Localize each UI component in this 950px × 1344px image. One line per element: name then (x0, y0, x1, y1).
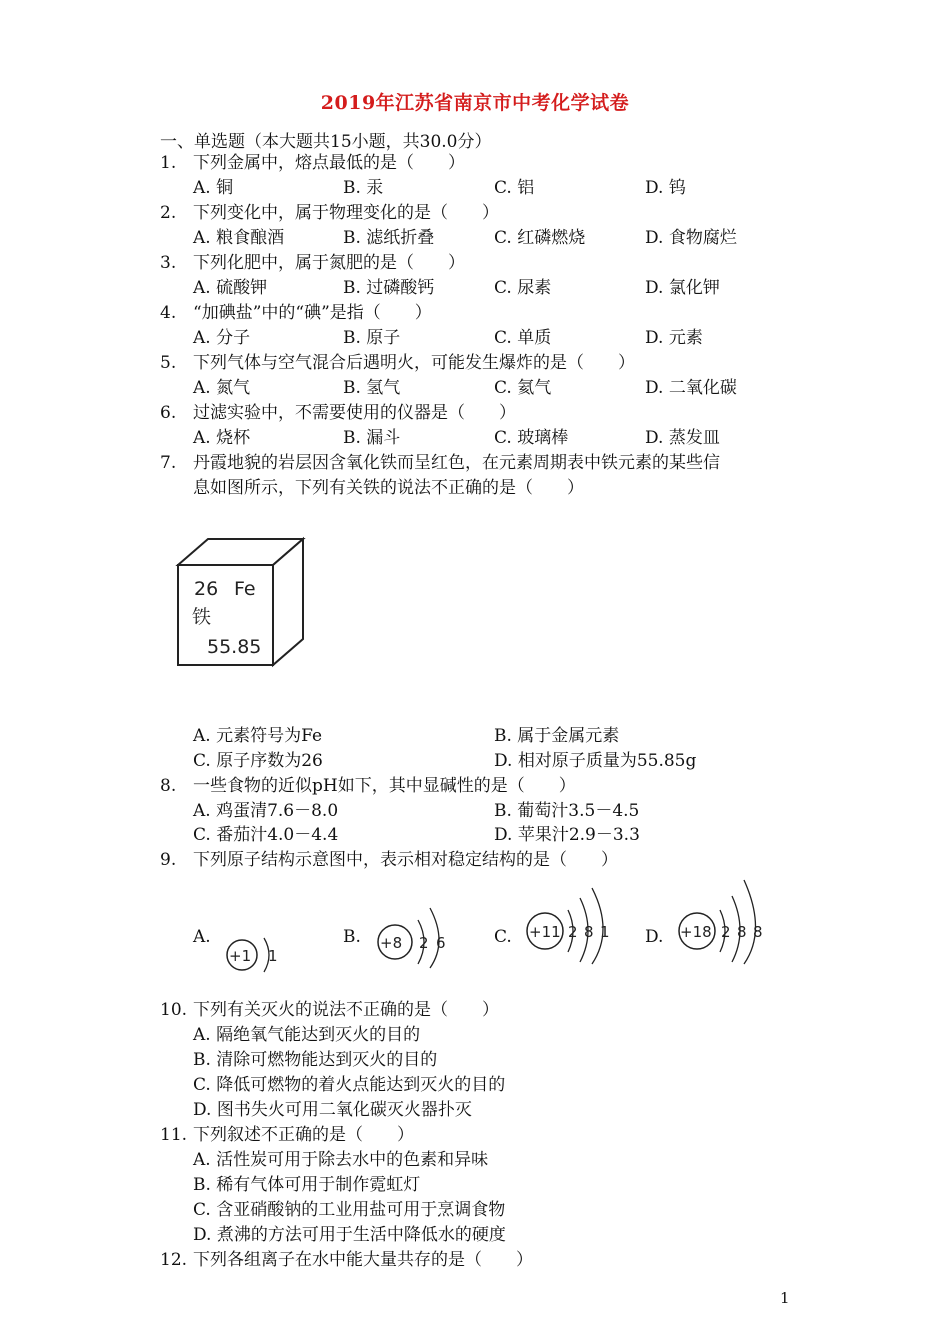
option-b: B. 属于金属元素 (494, 726, 620, 746)
option-a: A. 铜 (193, 178, 234, 198)
option-b: B. 汞 (343, 178, 384, 198)
question-text: 下列叙述不正确的是（ ） (193, 1125, 414, 1145)
option-a: A. 氮气 (193, 378, 251, 398)
question-text-continued: 息如图所示，下列有关铁的说法不正确的是（ ） (193, 478, 584, 498)
question-number: 4. (160, 303, 177, 323)
option-b: B. 清除可燃物能达到灭火的目的 (193, 1050, 438, 1070)
option-b: B. 葡萄汁3.5－4.5 (494, 801, 640, 821)
option-c: C. 单质 (494, 328, 552, 348)
shell-electrons: 2 (419, 934, 429, 952)
question-number: 1. (160, 153, 177, 173)
electron-shell (744, 880, 756, 964)
option-c: C. 含亚硝酸钠的工业用盐可用于烹调食物 (193, 1200, 506, 1220)
question-text: 下列原子结构示意图中，表示相对稳定结构的是（ ） (193, 850, 618, 870)
option-a: A. 元素符号为Fe (193, 726, 323, 746)
atom-diagram-a (222, 930, 292, 980)
question-number: 7. (160, 453, 177, 473)
option-d: D. 煮沸的方法可用于生活中降低水的硬度 (193, 1225, 506, 1245)
option-d: D. 二氧化碳 (645, 378, 737, 398)
option-a: A. 隔绝氧气能达到灭火的目的 (193, 1025, 421, 1045)
shell-electrons: 1 (268, 947, 278, 965)
atomic-number: 26 (194, 578, 219, 600)
option-b: B. 漏斗 (343, 428, 401, 448)
question-text: 一些食物的近似pH如下，其中显碱性的是（ ） (193, 776, 576, 796)
question-text: 下列各组离子在水中能大量共存的是（ ） (193, 1250, 533, 1270)
option-a: A. (193, 927, 211, 947)
option-b: B. 稀有气体可用于制作霓虹灯 (193, 1175, 421, 1195)
option-b: B. (343, 927, 361, 947)
question-text: 下列气体与空气混合后遇明火，可能发生爆炸的是（ ） (193, 353, 635, 373)
option-d: D. 食物腐烂 (645, 228, 737, 248)
page-number: 1 (780, 1289, 790, 1307)
option-a: A. 鸡蛋清7.6－8.0 (193, 801, 339, 821)
shell-electrons: 8 (737, 923, 747, 941)
option-c: C. 番茄汁4.0－4.4 (193, 825, 339, 845)
atom-diagram-d (675, 876, 775, 966)
question-text: 下列化肥中，属于氮肥的是（ ） (193, 253, 465, 273)
question-text: 过滤实验中，不需要使用的仪器是（ ） (193, 403, 516, 423)
section-heading: 一、单选题（本大题共15小题，共30.0分） (160, 132, 492, 152)
element-symbol: Fe (234, 578, 256, 600)
option-b: B. 过磷酸钙 (343, 278, 435, 298)
shell-electrons: 8 (753, 923, 763, 941)
option-a: A. 活性炭可用于除去水中的色素和异味 (193, 1150, 489, 1170)
question-number: 6. (160, 403, 177, 423)
exam-title: 2019年江苏省南京市中考化学试卷 (320, 92, 630, 114)
option-d: D. 钨 (645, 178, 686, 198)
atomic-mass: 55.85 (207, 636, 262, 658)
option-c: C. 尿素 (494, 278, 552, 298)
nucleus-charge: +8 (380, 934, 403, 952)
option-c: C. 红磷燃烧 (494, 228, 586, 248)
question-text: 丹霞地貌的岩层因含氧化铁而呈红色，在元素周期表中铁元素的某些信 (193, 453, 720, 473)
option-d: D. 图书失火可用二氧化碳灭火器扑灭 (193, 1100, 472, 1120)
option-d: D. 蒸发皿 (645, 428, 720, 448)
shell-electrons: 8 (584, 923, 594, 941)
option-c: C. 玻璃棒 (494, 428, 569, 448)
question-number: 9. (160, 850, 177, 870)
option-d: D. 相对原子质量为55.85g (494, 751, 697, 771)
shell-electrons: 2 (568, 923, 578, 941)
option-c: C. 氦气 (494, 378, 552, 398)
question-text: 下列金属中，熔点最低的是（ ） (193, 153, 465, 173)
shell-electrons: 6 (436, 934, 446, 952)
option-d: D. 元素 (645, 328, 703, 348)
option-b: B. 原子 (343, 328, 401, 348)
question-number: 8. (160, 776, 177, 796)
question-text: 下列变化中，属于物理变化的是（ ） (193, 203, 499, 223)
option-b: B. 滤纸折叠 (343, 228, 435, 248)
shell-electrons: 1 (600, 923, 610, 941)
option-a: A. 分子 (193, 328, 251, 348)
option-c: C. (494, 927, 512, 947)
option-a: A. 硫酸钾 (193, 278, 268, 298)
option-c: C. 原子序数为26 (193, 751, 323, 771)
nucleus-charge: +11 (529, 923, 561, 941)
question-number: 10. (160, 1000, 188, 1020)
option-c: C. 铝 (494, 178, 535, 198)
element-cell-figure (170, 535, 310, 670)
nucleus-charge: +1 (229, 947, 252, 965)
question-number: 11. (160, 1125, 188, 1145)
question-number: 5. (160, 353, 177, 373)
option-c: C. 降低可燃物的着火点能达到灭火的目的 (193, 1075, 506, 1095)
question-text: “加碘盐”中的“碘”是指（ ） (193, 303, 432, 323)
nucleus-charge: +18 (680, 923, 712, 941)
option-a: A. 粮食酿酒 (193, 228, 285, 248)
atom-diagram-b (372, 900, 462, 970)
question-number: 12. (160, 1250, 188, 1270)
element-name: 铁 (192, 606, 212, 628)
question-number: 2. (160, 203, 177, 223)
question-text: 下列有关灭火的说法不正确的是（ ） (193, 1000, 499, 1020)
option-d: D. 氯化钾 (645, 278, 720, 298)
option-a: A. 烧杯 (193, 428, 251, 448)
option-b: B. 氢气 (343, 378, 401, 398)
question-number: 3. (160, 253, 177, 273)
option-d: D. 苹果汁2.9－3.3 (494, 825, 640, 845)
atom-diagram-c (524, 886, 624, 966)
option-d: D. (645, 927, 664, 947)
shell-electrons: 2 (721, 923, 731, 941)
